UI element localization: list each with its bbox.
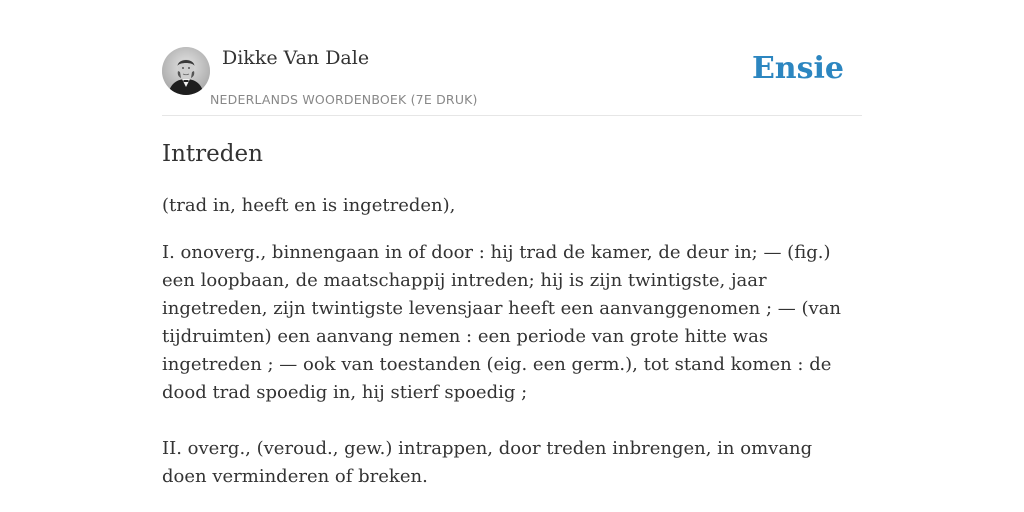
entry-forms: (trad in, heeft en is ingetreden), (162, 195, 456, 216)
source-label[interactable]: NEDERLANDS WOORDENBOEK (7E DRUK) (210, 92, 478, 107)
definition-1: I. onoverg., binnengaan in of door : hij trad de kamer, de deur in; — (fig.) een loopbaan, de maatschappij intreden; hij is zijn twintigste, jaar ingetreden, zijn twintigste levensjaar heeft een aanvanggenomen ; — (van tijdruimten) een aanvang nemen : een periode van grote hitte was ingetreden ; — ook van toestanden (eig. een germ.), tot stand komen : de dood trad spoedig in, hij stierf spoedig ; (162, 242, 842, 403)
author-name[interactable]: Dikke Van Dale (222, 47, 370, 69)
definition-2: II. overg., (veroud., gew.) intrappen, door treden inbrengen, in omvang doen verminderen of breken. (162, 438, 813, 487)
entry-title: Intreden (162, 141, 263, 167)
header (162, 0, 862, 116)
portrait-avatar-icon (162, 47, 210, 95)
author-avatar[interactable] (162, 47, 210, 95)
page-container (162, 0, 862, 487)
ensie-logo[interactable]: Ensie (751, 51, 844, 86)
entry-body (162, 192, 862, 491)
paragraph-gap (162, 407, 862, 435)
